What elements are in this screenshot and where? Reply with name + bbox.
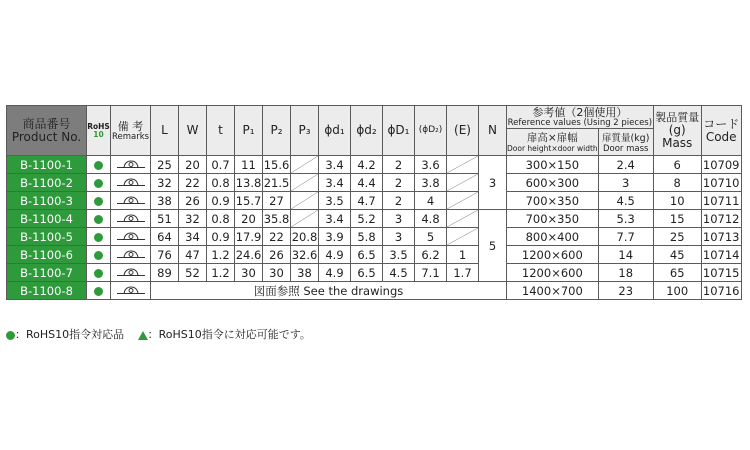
cell-P2: 26	[263, 246, 291, 264]
header-d1: ϕd₁	[319, 106, 351, 156]
cell-P2: 35.8	[263, 211, 290, 226]
cell-door-mass: 5.3	[598, 210, 653, 228]
header-door-size: 扉高×扉幅 Door height×door width	[507, 129, 599, 156]
cell-L: 76	[151, 246, 179, 264]
cell-P1: 13.8	[235, 175, 262, 190]
header-L: L	[151, 106, 179, 156]
header-P3: P₃	[291, 106, 319, 156]
cell-P2: 30	[263, 264, 291, 282]
cell-t: 0.8	[207, 210, 235, 228]
cell-t: 1.2	[207, 246, 235, 264]
hinge-drawing-icon	[116, 284, 146, 298]
empty-cell	[447, 228, 479, 246]
remarks-cell	[111, 156, 151, 174]
cell-P3: 20.8	[291, 229, 318, 244]
cell-code: 10713	[702, 229, 740, 244]
cell-code: 10712	[702, 211, 740, 226]
header-product-no: 商品番号 Product No.	[7, 106, 87, 156]
cell-door-size: 700×350	[507, 210, 599, 228]
rohs-cell	[87, 246, 111, 264]
cell-door-size: 600×300	[507, 174, 599, 192]
cell-door-size: 700×350	[507, 192, 599, 210]
cell-L: 32	[151, 174, 179, 192]
product-no: B-1100-4	[7, 210, 87, 228]
cell-L: 89	[151, 264, 179, 282]
cell-code: 10716	[702, 283, 740, 298]
cell-L: 64	[151, 228, 179, 246]
rohs-cell	[87, 156, 111, 174]
remarks-cell	[111, 210, 151, 228]
cell-code: 10710	[702, 175, 740, 190]
cell-P1: 30	[235, 264, 263, 282]
rohs-cell	[87, 174, 111, 192]
cell-door-mass: 18	[598, 264, 653, 282]
cell-D1: 2	[383, 174, 415, 192]
green-dot-icon	[94, 233, 103, 242]
cell-P2: 15.6	[263, 157, 290, 172]
footnote	[6, 326, 311, 342]
cell-mass: 45	[653, 246, 701, 264]
rohs-cell	[87, 192, 111, 210]
cell-code: 10715	[702, 265, 740, 280]
cell-P2: 22	[263, 228, 291, 246]
cell-t: 0.7	[207, 156, 235, 174]
rohs-cell	[87, 282, 111, 300]
product-no: B-1100-1	[7, 156, 87, 174]
cell-D1: 3	[383, 210, 415, 228]
header-P2: P₂	[263, 106, 291, 156]
cell-door-mass: 7.7	[598, 228, 653, 246]
hinge-drawing-icon	[116, 176, 146, 190]
hinge-drawing-icon	[116, 158, 146, 172]
table-row	[7, 282, 742, 300]
table-row	[7, 156, 742, 174]
table-body	[7, 156, 742, 300]
cell-P2: 21.5	[263, 175, 290, 190]
cell-code: 10709	[702, 157, 740, 172]
remarks-cell	[111, 264, 151, 282]
green-dot-icon	[94, 179, 103, 188]
header-t: t	[207, 106, 235, 156]
header-remarks: 備 考 Remarks	[111, 106, 151, 156]
cell-D1: 3	[383, 228, 415, 246]
cell-W: 34	[179, 228, 207, 246]
cell-P1: 15.7	[235, 193, 262, 208]
cell-door-mass: 14	[598, 246, 653, 264]
cell-D2: 4.8	[415, 210, 447, 228]
header-row	[7, 106, 742, 129]
cell-N: 3	[479, 156, 507, 210]
cell-W: 47	[179, 246, 207, 264]
cell-P2: 27	[263, 192, 291, 210]
cell-mass: 65	[653, 264, 701, 282]
cell-E: 1.7	[447, 264, 479, 282]
cell-D1: 4.5	[383, 264, 415, 282]
product-no: B-1100-6	[7, 246, 87, 264]
hinge-drawing-icon	[116, 212, 146, 226]
header-E: (E)	[447, 106, 479, 156]
cell-d1: 4.9	[319, 246, 351, 264]
cell-code: 10714	[702, 247, 740, 262]
table-row	[7, 174, 742, 192]
cell-D1: 2	[383, 192, 415, 210]
cell-d1: 3.5	[319, 192, 351, 210]
header-code: コード Code	[701, 106, 741, 156]
cell-d1: 3.4	[319, 210, 351, 228]
cell-P3: 38	[291, 264, 319, 282]
hinge-drawing-icon	[116, 194, 146, 208]
cell-mass: 6	[653, 156, 701, 174]
cell-mass: 25	[653, 228, 701, 246]
header-door-mass: 扉質量(kg) Door mass	[598, 129, 653, 156]
cell-mass: 100	[653, 282, 701, 300]
green-triangle-icon	[138, 331, 148, 340]
cell-door-mass: 23	[598, 282, 653, 300]
footnote-rohs-possible: ：RoHS10指令に対応可能です。	[147, 328, 311, 341]
cell-door-mass: 3	[598, 174, 653, 192]
empty-cell	[447, 174, 479, 192]
table-row	[7, 192, 742, 210]
cell-d2: 6.5	[351, 246, 383, 264]
cell-D1: 2	[383, 156, 415, 174]
header-rohs: RoHS 10	[87, 106, 111, 156]
cell-d2: 4.4	[351, 174, 383, 192]
empty-cell	[291, 210, 319, 228]
cell-d1: 3.9	[319, 228, 351, 246]
cell-d1: 4.9	[319, 264, 351, 282]
header-mass: 製品質量 (g) Mass	[653, 106, 701, 156]
cell-D2: 6.2	[415, 246, 447, 264]
product-no: B-1100-2	[7, 174, 87, 192]
see-drawings-cell: 図面参照 See the drawings	[151, 282, 507, 300]
cell-mass: 8	[653, 174, 701, 192]
cell-W: 32	[179, 210, 207, 228]
remarks-cell	[111, 246, 151, 264]
cell-door-size: 1400×700	[507, 282, 599, 300]
cell-D2: 3.8	[415, 174, 447, 192]
cell-code: 10711	[702, 193, 740, 208]
cell-d1: 3.4	[319, 156, 351, 174]
empty-cell	[447, 192, 479, 210]
table-row	[7, 246, 742, 264]
cell-door-size: 1200×600	[507, 246, 599, 264]
cell-d2: 5.2	[351, 210, 383, 228]
product-no: B-1100-7	[7, 264, 87, 282]
header-D2: (ϕD₂)	[415, 106, 447, 156]
green-dot-icon	[94, 197, 103, 206]
cell-P1: 24.6	[235, 247, 262, 262]
cell-P1: 20	[235, 210, 263, 228]
cell-L: 38	[151, 192, 179, 210]
remarks-cell	[111, 174, 151, 192]
cell-d1: 3.4	[319, 174, 351, 192]
cell-d2: 4.2	[351, 156, 383, 174]
cell-D2: 5	[415, 228, 447, 246]
footnote-rohs-compliant: ：RoHS10指令対応品	[15, 328, 125, 341]
cell-t: 0.8	[207, 174, 235, 192]
header-W: W	[179, 106, 207, 156]
green-dot-icon	[94, 161, 103, 170]
cell-P3: 32.6	[291, 247, 318, 262]
cell-t: 0.9	[207, 228, 235, 246]
cell-L: 25	[151, 156, 179, 174]
remarks-cell	[111, 228, 151, 246]
header-P1: P₁	[235, 106, 263, 156]
hinge-drawing-icon	[116, 248, 146, 262]
cell-door-mass: 2.4	[598, 156, 653, 174]
product-no: B-1100-8	[7, 282, 87, 300]
green-dot-icon	[94, 269, 103, 278]
cell-D2: 7.1	[415, 264, 447, 282]
cell-D1: 3.5	[383, 246, 415, 264]
rohs-cell	[87, 264, 111, 282]
green-dot-icon	[6, 331, 15, 340]
product-no: B-1100-5	[7, 228, 87, 246]
table-row	[7, 264, 742, 282]
empty-cell	[291, 156, 319, 174]
green-dot-icon	[94, 251, 103, 260]
header-N: N	[479, 106, 507, 156]
cell-P1: 17.9	[235, 229, 262, 244]
cell-W: 26	[179, 192, 207, 210]
green-dot-icon	[94, 287, 103, 296]
rohs-cell	[87, 228, 111, 246]
cell-mass: 10	[653, 192, 701, 210]
header-d2: ϕd₂	[351, 106, 383, 156]
empty-cell	[291, 192, 319, 210]
cell-D2: 4	[415, 192, 447, 210]
green-dot-icon	[94, 215, 103, 224]
cell-door-size: 1200×600	[507, 264, 599, 282]
cell-door-size: 300×150	[507, 156, 599, 174]
empty-cell	[447, 156, 479, 174]
cell-W: 22	[179, 174, 207, 192]
hinge-drawing-icon	[116, 266, 146, 280]
cell-L: 51	[151, 210, 179, 228]
cell-d2: 5.8	[351, 228, 383, 246]
cell-d2: 6.5	[351, 264, 383, 282]
cell-t: 0.9	[207, 192, 235, 210]
cell-W: 20	[179, 156, 207, 174]
cell-E: 1	[447, 246, 479, 264]
remarks-cell	[111, 192, 151, 210]
cell-mass: 15	[653, 210, 701, 228]
table-row	[7, 210, 742, 228]
cell-D2: 3.6	[415, 156, 447, 174]
cell-t: 1.2	[207, 264, 235, 282]
cell-door-size: 800×400	[507, 228, 599, 246]
empty-cell	[447, 210, 479, 228]
hinge-drawing-icon	[116, 230, 146, 244]
table-row	[7, 228, 742, 246]
remarks-cell	[111, 282, 151, 300]
empty-cell	[291, 174, 319, 192]
cell-N: 5	[479, 210, 507, 282]
cell-d2: 4.7	[351, 192, 383, 210]
product-no: B-1100-3	[7, 192, 87, 210]
cell-P1: 11	[235, 156, 263, 174]
rohs-cell	[87, 210, 111, 228]
cell-door-mass: 4.5	[598, 192, 653, 210]
header-D1: ϕD₁	[383, 106, 415, 156]
cell-W: 52	[179, 264, 207, 282]
spec-table	[6, 105, 742, 300]
header-reference-values: 参考値（2個使用） Reference values (Using 2 pieces)	[507, 106, 653, 128]
